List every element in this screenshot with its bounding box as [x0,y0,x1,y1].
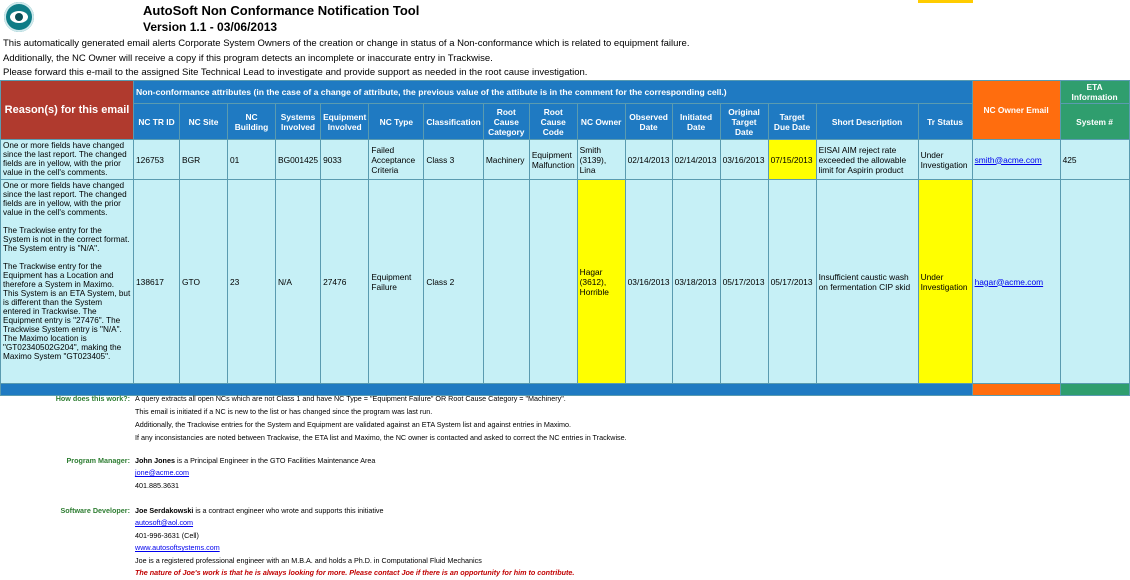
col-header: Root Cause Code [529,104,577,140]
reason-header: Reason(s) for this email [1,81,134,140]
intro-line-3: Please forward this e-mail to the assigned Site Technical Lead to investigate and provide support as needed in the root cause investigation. [3,67,588,78]
table-cell[interactable] [529,180,577,384]
table-cell[interactable]: 27476 [321,180,369,384]
col-header: Target Due Date [768,104,816,140]
col-header: Systems Involved [276,104,321,140]
system-header: System # [1060,104,1129,140]
version-label: Version 1.1 - 03/06/2013 [143,20,278,34]
pm-phone: 401.885.3631 [135,481,179,490]
page-title: AutoSoft Non Conformance Notification Tool [143,3,420,18]
col-header: Observed Date [625,104,672,140]
owner-email-link[interactable]: hagar@acme.com [974,276,1044,287]
system-cell[interactable] [1060,180,1129,384]
table-row[interactable] [1,180,1130,384]
sd-label: Software Developer: [60,506,130,515]
intro-line-2: Additionally, the NC Owner will receive a copy if this program detects an incomplete or inaccurate entry in Trackwise. [3,53,493,64]
table-cell[interactable]: Class 3 [424,140,483,180]
col-header: Initiated Date [672,104,720,140]
table-cell[interactable]: EISAI AIM reject rate exceeded the allowable limit for Aspirin product [816,140,918,180]
table-cell[interactable]: Smith (3139), Lina [577,140,625,180]
info-section [0,394,1130,580]
owner-email-header: NC Owner Email [972,81,1060,140]
sd-desc: is a contract engineer who wrote and supports this initiative [193,506,384,515]
nc-table [0,80,1130,396]
table-cell[interactable]: 23 [228,180,276,384]
table-cell[interactable]: 01 [228,140,276,180]
sd-email-line [135,518,193,527]
table-cell[interactable]: 05/17/2013 [768,180,816,384]
table-cell[interactable]: Under Investigation [918,140,972,180]
how-label: How does this work?: [55,394,130,403]
col-header: Equipment Involved [321,104,369,140]
table-cell[interactable]: 03/16/2013 [625,180,672,384]
pm-desc: is a Principal Engineer in the GTO Facilities Maintenance Area [174,456,376,465]
table-cell[interactable]: BGR [180,140,228,180]
pm-line [135,456,375,465]
table-cell[interactable]: 126753 [134,140,180,180]
table-cell[interactable]: 02/14/2013 [625,140,672,180]
table-cell[interactable]: 02/14/2013 [672,140,720,180]
app-logo-icon [4,2,34,32]
changed-cell[interactable]: Hagar (3612), Horrible [577,180,625,384]
changed-cell[interactable]: Under Investigation [918,180,972,384]
pm-label: Program Manager: [66,456,130,465]
sd-bio: Joe is a registered professional engineer with an M.B.A. and holds a Ph.D. in Computational Fluid Mechanics [135,556,482,565]
col-header: NC TR ID [134,104,180,140]
sd-email-link[interactable]: autosoft@aol.com [135,518,194,527]
attributes-header: Non-conformance attributes (in the case of a change of attribute, the previous value of the attibute is in the comment for the corresponding cell.) [134,81,973,104]
table-cell[interactable]: Equipment Malfunction [529,140,577,180]
col-header: NC Building [228,104,276,140]
col-header: Original Target Date [720,104,768,140]
eta-header: ETA Information [1060,81,1129,104]
sd-phone: 401-996-3631 (Cell) [135,531,199,540]
col-header: Tr Status [918,104,972,140]
table-cell[interactable]: N/A [276,180,321,384]
table-cell[interactable]: Machinery [483,140,529,180]
how-line: This email is initiated if a NC is new to the list or has changed since the program was last run. [135,407,433,416]
pm-email-link[interactable]: jone@acme.com [135,468,190,477]
table-cell[interactable]: BG001425 [276,140,321,180]
table-cell[interactable]: 05/17/2013 [720,180,768,384]
table-cell[interactable]: Equipment Failure [369,180,424,384]
pm-email-line [135,468,189,477]
table-cell[interactable]: Failed Acceptance Criteria [369,140,424,180]
table-cell[interactable] [483,180,529,384]
table-cell[interactable]: GTO [180,180,228,384]
intro-line-1: This automatically generated email alerts Corporate System Owners of the creation or change in status of a Non-conformance which is related to equipment failure. [3,38,690,49]
sd-line [135,506,384,515]
owner-email-link[interactable]: smith@acme.com [974,154,1042,165]
system-cell[interactable]: 425 [1060,140,1129,180]
sd-note: The nature of Joe's work is that he is always looking for more. Please contact Joe if there is an opportunity for him to contribute. [135,568,575,577]
table-cell[interactable]: 9033 [321,140,369,180]
table-row[interactable] [1,140,1130,180]
table-cell[interactable]: 03/18/2013 [672,180,720,384]
col-header: Classification [424,104,483,140]
table-cell[interactable]: Insufficient caustic wash on fermentation CIP skid [816,180,918,384]
owner-email-cell[interactable] [972,180,1060,384]
sd-web-link[interactable]: www.autosoftsystems.com [135,543,220,552]
sd-name: Joe Serdakowski [135,506,194,515]
changed-cell[interactable]: 07/15/2013 [768,140,816,180]
reason-cell: One or more fields have changed since the last report. The changed fields are in yellow, with the prior value in the cell's comments. The Trackwise entry for the System is not in the correct format. The System entry is "N/A". The Trackwise entry for the Equipment has a Location and therefore a System in Maximo. This System is an ETA System, but is different than the System entered in Trackwise. The Equipment entry is "27476". The Trackwise System entry is "N/A". The Maximo location is "GT02340502G204", making the Maximo System "GT023405". [1,180,134,384]
reason-cell: One or more fields have changed since the last report. The changed fields are in yellow, with the prior value in the cell's comments. [1,140,134,180]
col-header: Short Description [816,104,918,140]
owner-email-cell[interactable] [972,140,1060,180]
sd-web-line [135,543,220,552]
how-line: Additionally, the Trackwise entries for the System and Equipment are validated against an ETA System list and against entries in Maximo. [135,420,571,429]
how-line: A query extracts all open NCs which are not Class 1 and have NC Type = "Equipment Failure" OR Root Cause Category = "Machinery". [135,394,566,403]
table-cell[interactable]: Class 2 [424,180,483,384]
pm-name: John Jones [135,456,175,465]
col-header: NC Owner [577,104,625,140]
col-header: Root Cause Category [483,104,529,140]
col-header: NC Type [369,104,424,140]
table-cell[interactable]: 03/16/2013 [720,140,768,180]
table-cell[interactable]: 138617 [134,180,180,384]
highlight-cell [918,0,973,3]
col-header: NC Site [180,104,228,140]
how-line: If any inconsistancies are noted between Trackwise, the ETA list and Maximo, the NC owner is contacted and asked to correct the NC entries in Trackwise. [135,433,627,442]
